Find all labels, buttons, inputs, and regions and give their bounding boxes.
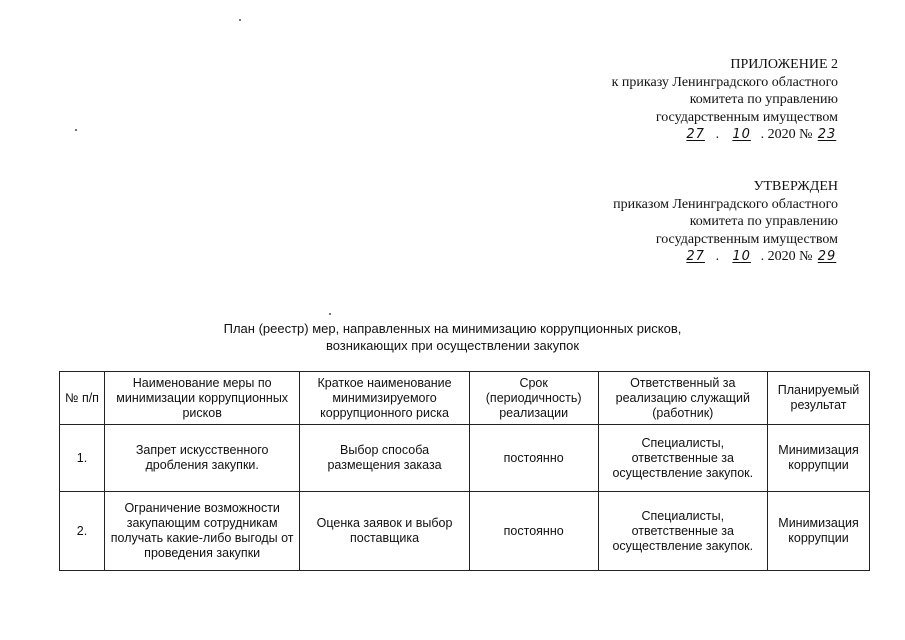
document-title-line-2: возникающих при осуществлении закупок	[325, 338, 580, 353]
table-row	[60, 492, 870, 571]
appendix-date-year: . 2020 №	[760, 127, 813, 142]
cell-result: Минимизация коррупции	[768, 425, 870, 492]
header-term: Срок (периодичность) реализации	[469, 372, 598, 425]
approved-date-month: 10	[732, 249, 751, 264]
cell-num: 2.	[60, 492, 105, 571]
appendix-line-2: комитета по управлению	[689, 92, 838, 107]
cell-measure: Ограничение возможности закупающим сотрудникам получать какие-либо выгоды от проведения закупки	[105, 492, 300, 571]
cell-measure: Запрет искусственного дробления закупки.	[105, 425, 300, 492]
header-risk: Краткое наименование минимизируемого коррупционного риска	[300, 372, 470, 425]
appendix-order-number: 23	[817, 127, 837, 142]
scan-speck	[239, 19, 241, 21]
table-header-row	[60, 372, 870, 425]
approved-line-3: государственным имуществом	[655, 231, 838, 247]
header-responsible: Ответственный за реализацию служащий (работник)	[598, 372, 768, 425]
table-row	[60, 425, 870, 492]
approved-line-2: комитета по управлению	[689, 214, 838, 229]
appendix-date-day: 27	[686, 127, 705, 142]
appendix-line-1: к приказу Ленинградского областного	[611, 74, 838, 90]
appendix-date-month: 10	[732, 127, 751, 142]
header-result: Планируемый результат	[768, 372, 870, 425]
appendix-line-3: государственным имуществом	[655, 109, 838, 125]
header-num: № п/п	[60, 372, 105, 425]
cell-term: постоянно	[469, 425, 598, 492]
cell-responsible: Специалисты, ответственные за осуществление закупок.	[598, 425, 768, 492]
header-measure: Наименование меры по минимизации коррупционных рисков	[105, 372, 300, 425]
approved-header-block	[613, 178, 838, 266]
cell-responsible: Специалисты, ответственные за осуществление закупок.	[598, 492, 768, 571]
approved-line-1: приказом Ленинградского областного	[613, 196, 838, 212]
scan-speck	[75, 129, 77, 131]
appendix-header-block	[612, 56, 838, 144]
cell-num: 1.	[60, 425, 105, 492]
approved-date-line	[613, 248, 838, 266]
approved-date-day: 27	[686, 249, 705, 264]
document-title-line-1: План (реестр) мер, направленных на минимизацию коррупционных рисков,	[223, 321, 682, 336]
cell-risk: Оценка заявок и выбор поставщика	[300, 492, 470, 571]
appendix-date-line	[612, 126, 838, 144]
appendix-title: ПРИЛОЖЕНИЕ 2	[730, 57, 838, 72]
document-title	[0, 320, 905, 354]
appendix-date-sep: .	[715, 127, 720, 142]
measures-table	[59, 371, 870, 571]
cell-risk: Выбор способа размещения заказа	[300, 425, 470, 492]
approved-date-year: . 2020 №	[760, 249, 813, 264]
approved-title: УТВЕРЖДЕН	[753, 179, 838, 194]
approved-order-number: 29	[817, 249, 837, 264]
approved-date-sep: .	[715, 249, 720, 264]
scan-speck	[329, 313, 331, 315]
cell-term: постоянно	[469, 492, 598, 571]
cell-result: Минимизация коррупции	[768, 492, 870, 571]
